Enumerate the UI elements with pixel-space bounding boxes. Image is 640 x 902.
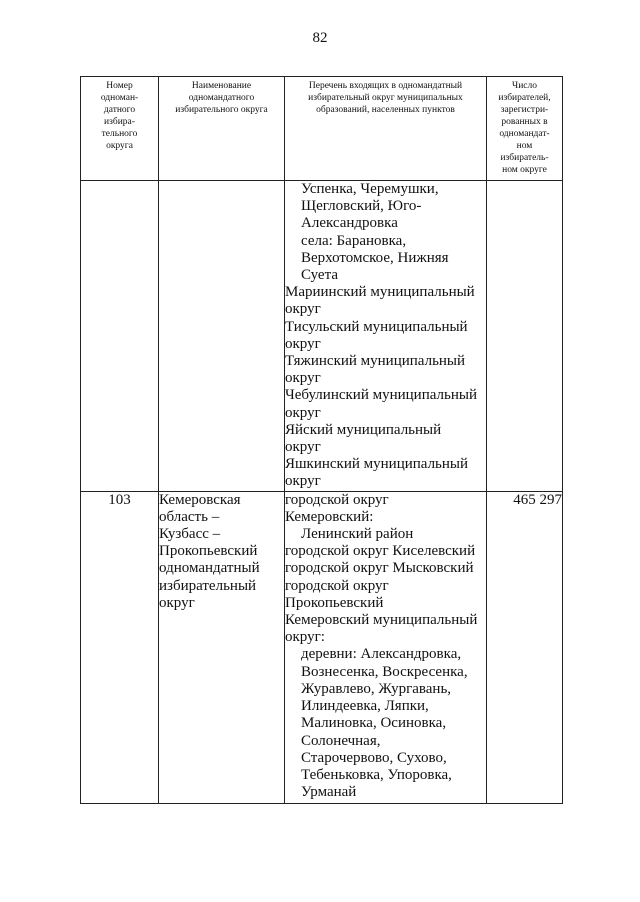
list-line: Солонечная, [301, 732, 381, 749]
districts-table [80, 76, 563, 804]
list-line: Малиновка, Осиновка, [301, 715, 447, 732]
page-number: 82 [312, 30, 328, 46]
list-line: одномандатного [188, 93, 255, 103]
header-list [285, 77, 487, 181]
table-header-row [81, 77, 563, 181]
list-line: округ [285, 404, 321, 421]
list-line: округ [285, 301, 321, 318]
list-line: избирателей, [498, 93, 551, 103]
list-line: зарегистри- [500, 105, 549, 115]
list-line: Чебулинский муниципальный [285, 387, 477, 404]
list-line: Тебеньковка, Упоровка, [301, 766, 452, 783]
list-line: Кемеровский: [285, 508, 374, 525]
list-line: одноман- [100, 93, 139, 103]
list-line: избирательного округа [175, 105, 268, 115]
list-line: Старочервово, Сухово, [301, 749, 447, 766]
list-line: Кузбасс – [159, 526, 221, 543]
list-line: Число [512, 81, 537, 91]
list-line: Илиндеевка, Ляпки, [301, 698, 429, 715]
list-line: Александровка [301, 215, 398, 232]
list-line: Наименование [191, 81, 252, 91]
list-line: ном [516, 141, 533, 151]
list-line: округ [285, 335, 321, 352]
list-line: округ [285, 439, 321, 456]
list-line: Мариинский муниципальный [285, 284, 475, 301]
list-line: округ [285, 473, 321, 490]
list-line: датного [103, 105, 136, 115]
list-line: Тяжинский муниципальный [285, 353, 466, 370]
list-line: округ: [285, 629, 325, 646]
list-line: Суета [301, 267, 338, 284]
district-name [159, 491, 285, 803]
cell-continuation-list [285, 181, 487, 492]
list-line: округ [285, 370, 321, 387]
list-line: городской округ Мысковский [285, 560, 474, 577]
header-name [159, 77, 285, 181]
table-row-district-103 [81, 491, 563, 803]
list-line: ном округе [502, 165, 547, 175]
header-number [81, 77, 159, 181]
district-number: 103 [81, 491, 159, 803]
cell-voters-empty [487, 181, 563, 492]
district-municipalities-list [285, 491, 487, 803]
list-line: Перечень входящих в одномандатный [308, 81, 463, 91]
list-line: избира- [104, 117, 135, 127]
list-line: избирательный [159, 577, 257, 594]
table-row-continuation [81, 181, 563, 492]
list-line: деревни: Александровка, [301, 646, 462, 663]
list-line: Яйский муниципальный [285, 421, 442, 438]
list-line: образований, населенных пунктов [316, 105, 455, 115]
list-line: Верхотомское, Нижняя [301, 249, 449, 266]
list-line: Вознесенка, Воскресенка, [301, 663, 468, 680]
list-line: городской округ [285, 491, 389, 508]
list-line: Прокопьевский [159, 543, 258, 560]
list-line: Прокопьевский [285, 594, 384, 611]
list-line: одномандат- [499, 129, 550, 139]
list-line: Урманай [301, 784, 357, 801]
list-line: округ [159, 594, 195, 611]
cell-number-empty [81, 181, 159, 492]
list-line: Кемеровская [159, 491, 241, 508]
list-line: Яшкинский муниципальный [285, 456, 469, 473]
list-line: Журавлево, Жургавань, [301, 680, 452, 697]
list-line: городской округ Киселевский [285, 543, 476, 560]
list-line: Успенка, Черемушки, [301, 181, 439, 197]
list-line: Кемеровский муниципальный [285, 612, 478, 629]
header-voters [487, 77, 563, 181]
list-line: округа [106, 141, 133, 151]
list-line: городской округ [285, 577, 389, 594]
list-line: Ленинский район [301, 526, 414, 543]
list-line: села: Барановка, [301, 232, 407, 249]
list-line: избиратель- [500, 153, 549, 163]
list-line: тельного [101, 129, 138, 139]
list-line: Тисульский муниципальный [285, 318, 468, 335]
district-voter-count: 465 297 [487, 491, 563, 803]
list-line: область – [159, 508, 220, 525]
list-line: рованных в [501, 117, 548, 127]
list-line: избирательный округ муниципальных [308, 93, 463, 103]
list-line: Номер [106, 81, 133, 91]
cell-name-empty [159, 181, 285, 492]
list-line: одномандатный [159, 560, 260, 577]
list-line: Щегловский, Юго- [301, 198, 422, 215]
